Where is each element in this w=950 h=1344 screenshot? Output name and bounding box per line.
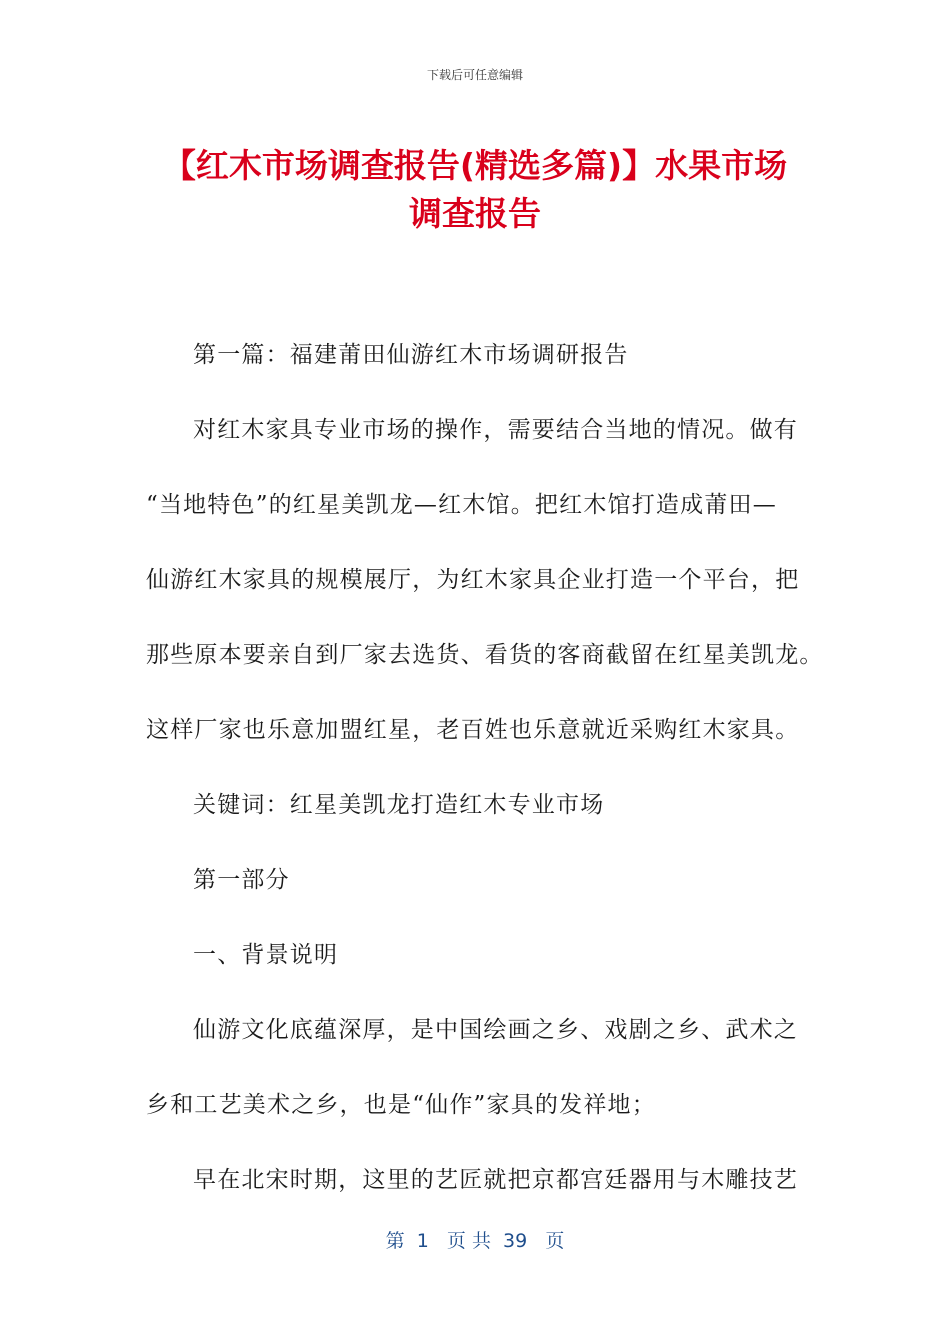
paragraph-line: 第一篇：福建莆田仙游红木市场调研报告	[193, 342, 629, 368]
page-number-footer: 第 1 页 共 39 页	[385, 1230, 565, 1252]
paragraph-line: 仙游文化底蕴深厚，是中国绘画之乡、戏剧之乡、武术之	[193, 1017, 798, 1043]
paragraph-line: 仙游红木家具的规模展厅，为红木家具企业打造一个平台，把	[146, 567, 800, 593]
paragraph-line: “当地特色”的红星美凯龙—红木馆。把红木馆打造成莆田—	[146, 492, 777, 518]
paragraph-line: 第一部分	[193, 867, 290, 893]
paragraph-line: 早在北宋时期，这里的艺匠就把京都宫廷器用与木雕技艺	[193, 1167, 798, 1193]
document-title	[100, 142, 850, 238]
title-line-1: 【红木市场调查报告(精选多篇)】水果市场	[162, 146, 788, 185]
header-note: 下载后可任意编辑	[426, 68, 523, 82]
document-body	[146, 318, 826, 1218]
paragraph-line: 对红木家具专业市场的操作，需要结合当地的情况。做有	[193, 417, 798, 443]
paragraph-line: 一、背景说明	[193, 942, 339, 968]
paragraph-line: 那些原本要亲自到厂家去选货、看货的客商截留在红星美凯龙。	[146, 642, 824, 668]
paragraph-line: 这样厂家也乐意加盟红星，老百姓也乐意就近采购红木家具。	[146, 717, 800, 743]
title-line-2: 调查报告	[409, 194, 541, 233]
paragraph-line: 乡和工艺美术之乡，也是“仙作”家具的发祥地；	[146, 1092, 656, 1118]
paragraph-line: 关键词：红星美凯龙打造红木专业市场	[193, 792, 605, 818]
